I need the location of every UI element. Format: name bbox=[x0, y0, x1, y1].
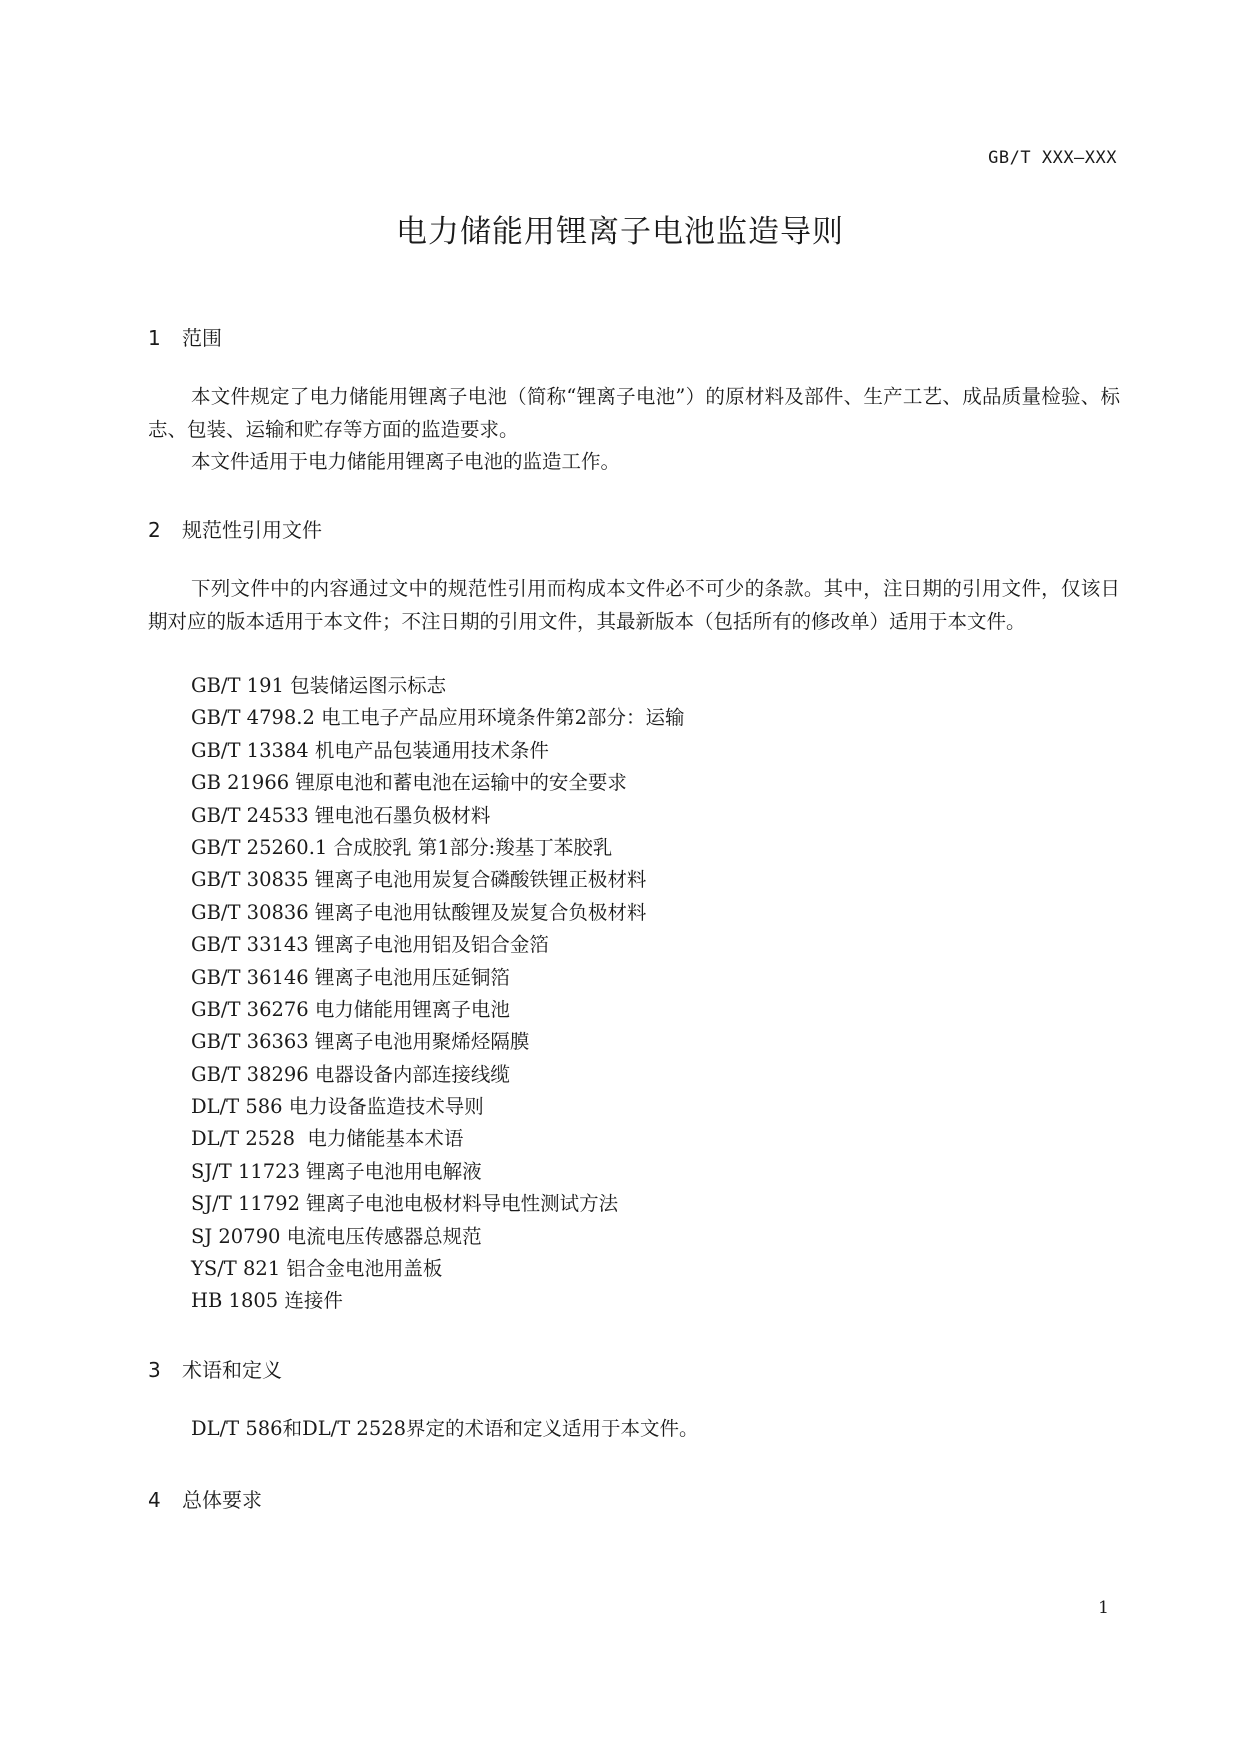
reference-item: DL/T 2528 电力储能基本术语 bbox=[191, 1127, 464, 1151]
section-number: 1 bbox=[148, 326, 161, 350]
reference-item: HB 1805 连接件 bbox=[191, 1289, 343, 1313]
reference-item: DL/T 586 电力设备监造技术导则 bbox=[191, 1095, 484, 1119]
section-title: 术语和定义 bbox=[182, 1358, 282, 1382]
page-number: 1 bbox=[1098, 1598, 1109, 1618]
reference-item: GB/T 38296 电器设备内部连接线缆 bbox=[191, 1062, 510, 1086]
reference-item: GB 21966 锂原电池和蓄电池在运输中的安全要求 bbox=[191, 771, 627, 795]
section-number: 4 bbox=[148, 1488, 161, 1512]
section-heading-general bbox=[148, 1484, 262, 1513]
reference-item: GB/T 33143 锂离子电池用铝及铝合金箔 bbox=[191, 933, 549, 957]
normative-refs-intro: 下列文件中的内容通过文中的规范性引用而构成本文件必不可少的条款。其中，注日期的引用文件，仅该日期对应的版本适用于本文件；不注日期的引用文件，其最新版本（包括所有的修改单）适用于本文件。 bbox=[148, 577, 1120, 633]
reference-item: YS/T 821 铝合金电池用盖板 bbox=[191, 1257, 443, 1281]
reference-list bbox=[191, 670, 685, 1318]
scope-paragraph-2: 本文件适用于电力储能用锂离子电池的监造工作。 bbox=[191, 450, 621, 473]
section-heading-scope bbox=[148, 322, 222, 351]
reference-item: GB/T 191 包装储运图示标志 bbox=[191, 674, 447, 697]
reference-item: GB/T 36363 锂离子电池用聚烯烃隔膜 bbox=[191, 1030, 530, 1054]
reference-item: GB/T 24533 锂电池石墨负极材料 bbox=[191, 803, 491, 827]
reference-item: GB/T 36276 电力储能用锂离子电池 bbox=[191, 997, 510, 1021]
section-title: 规范性引用文件 bbox=[182, 518, 322, 542]
document-title: 电力储能用锂离子电池监造导则 bbox=[396, 214, 844, 250]
terms-paragraph: DL/T 586和DL/T 2528界定的术语和定义适用于本文件。 bbox=[191, 1417, 699, 1440]
section-number: 3 bbox=[148, 1358, 161, 1382]
scope-paragraph-1: 本文件规定了电力储能用锂离子电池（简称“锂离子电池”）的原材料及部件、生产工艺、成品质量检验、标志、包装、运输和贮存等方面的监造要求。 bbox=[148, 385, 1120, 441]
reference-item: GB/T 13384 机电产品包装通用技术条件 bbox=[191, 738, 549, 762]
section-heading-normative-refs bbox=[148, 514, 322, 543]
reference-item: GB/T 4798.2 电工电子产品应用环境条件第2部分：运输 bbox=[191, 706, 685, 730]
section-title: 总体要求 bbox=[182, 1488, 262, 1512]
reference-item: GB/T 30835 锂离子电池用炭复合磷酸铁锂正极材料 bbox=[191, 868, 647, 892]
reference-item: SJ/T 11792 锂离子电池电极材料导电性测试方法 bbox=[191, 1192, 619, 1216]
document-code: GB/T XXX—XXX bbox=[988, 148, 1117, 168]
reference-item: SJ 20790 电流电压传感器总规范 bbox=[191, 1224, 482, 1248]
reference-item: GB/T 25260.1 合成胶乳 第1部分:羧基丁苯胶乳 bbox=[191, 835, 613, 859]
section-title: 范围 bbox=[182, 326, 222, 350]
section-heading-terms bbox=[148, 1354, 282, 1383]
section-number: 2 bbox=[148, 518, 161, 542]
reference-item: GB/T 36146 锂离子电池用压延铜箔 bbox=[191, 965, 510, 989]
reference-item: GB/T 30836 锂离子电池用钛酸锂及炭复合负极材料 bbox=[191, 900, 647, 924]
reference-item: SJ/T 11723 锂离子电池用电解液 bbox=[191, 1159, 482, 1183]
